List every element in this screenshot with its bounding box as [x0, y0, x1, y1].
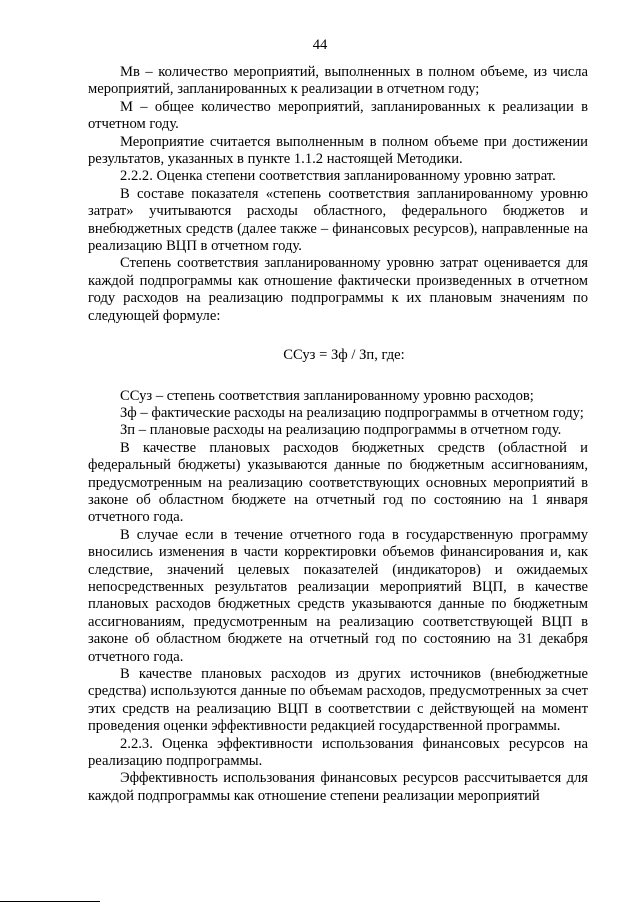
paragraph-cost-formula-intro: Степень соответствия запланированному уровню затрат оценивается для каждой подпрограммы как отношение фактически произведенных в отчетном году расходов на реализацию подпрограммы к их плановым значениям по следующей формуле:	[88, 255, 588, 324]
paragraph-cost-indicator: В составе показателя «степень соответствия запланированному уровню затрат» учитываются расходы областного, федерального бюджетов и внебюджетных средств (далее также – финансовых ресурсов), направленные на реализацию ВЦП в отчетном году.	[88, 185, 588, 255]
paragraph-mv-definition: Мв – количество мероприятий, выполненных в полном объеме, из числа мероприятий, запланированных к реализации в отчетном году;	[88, 64, 588, 98]
paragraph-program-changes: В случае если в течение отчетного года в государственную программу вносились изменения в части корректировки объемов финансирования и, как следствие, значений целевых показателей (индикаторов) и ожидаемых непосредственных результатов реализации мероприятий ВЦП, в качестве плановых расходов бюджетных средств указываются данные по бюджетным ассигнованиям, предусмотренным на реализацию соответствующей ВЦП в законе об областном бюджете на отчетный год по состоянию на 31 декабря отчетного года.	[88, 526, 588, 665]
footnote-separator-line	[0, 901, 100, 902]
paragraph-planned-budget-expenses: В качестве плановых расходов бюджетных средств (областной и федеральный бюджеты) указываются данные по бюджетным ассигнованиям, предусмотренным на реализацию соответствующих основных мероприятий в законе об областном бюджете на отчетный год по состоянию на 1 января отчетного года.	[88, 439, 588, 526]
paragraph-other-sources: В качестве плановых расходов из других источников (внебюджетные средства) используются данные по объемам расходов, предусмотренных за счет этих средств на реализацию ВЦП в соответствии с действующей на момент проведения оценки эффективности редакцией государственной программы.	[88, 666, 588, 735]
paragraph-zp-definition: Зп – плановые расходы на реализацию подпрограммы в отчетном году.	[120, 422, 562, 439]
page-number: 44	[312, 37, 328, 53]
paragraph-completion-criteria: Мероприятие считается выполненным в полном объеме при достижении результатов, указанных в пункте 1.1.2 настоящей Методики.	[88, 133, 588, 168]
paragraph-zf-definition: Зф – фактические расходы на реализацию подпрограммы в отчетном году;	[120, 404, 584, 421]
formula: ССуз = Зф / Зп, где:	[283, 347, 405, 364]
section-heading-2-2-2: 2.2.2. Оценка степени соответствия запланированному уровню затрат.	[120, 168, 556, 185]
page-body	[88, 64, 588, 805]
section-heading-2-2-3: 2.2.3. Оценка эффективности использования финансовых ресурсов на реализацию подпрограммы.	[88, 735, 588, 770]
paragraph-resource-efficiency: Эффективность использования финансовых ресурсов рассчитывается для каждой подпрограммы как отношение степени реализации мероприятий	[88, 770, 588, 804]
paragraph-m-definition: М – общее количество мероприятий, запланированных к реализации в отчетном году.	[88, 98, 588, 133]
paragraph-ssuz-definition: ССуз – степень соответствия запланированному уровню расходов;	[120, 387, 534, 404]
